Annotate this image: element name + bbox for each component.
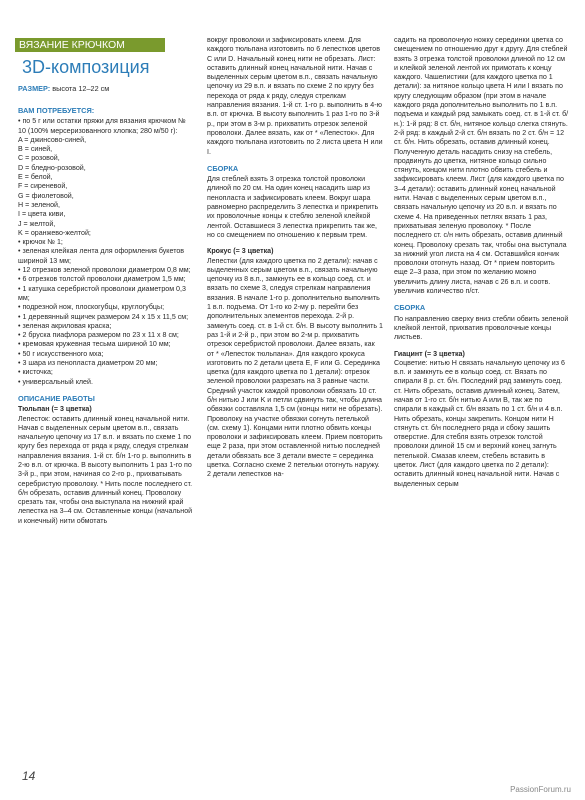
list-item: F = сиреневой, <box>18 182 68 191</box>
list-item: D = бледно-розовой, <box>18 163 86 172</box>
list-item: B = синей, <box>18 145 53 154</box>
list-item: • 12 отрезков зеленой проволоки диаметром 0,8 мм; <box>18 266 191 275</box>
list-item: • зеленая акриловая краска; <box>18 321 112 330</box>
list-item: J = желтой, <box>18 219 56 228</box>
list-item: I = цвета киви, <box>18 210 66 219</box>
hyacinth-title: Гиацинт (= 3 цветка) <box>394 349 465 358</box>
list-item: • 1 деревянный ящичек размером 24 x 15 x 11,5 см; <box>18 312 189 321</box>
work-heading: ОПИСАНИЕ РАБОТЫ <box>18 393 95 403</box>
list-item: • крючок № 1; <box>18 238 63 247</box>
list-item: • зеленая клейкая лента для оформления букетов шириной 13 мм; <box>18 247 185 265</box>
list-item: E = белой, <box>18 173 53 182</box>
list-item: • подрезной нож, плоскогубцы, круглогубцы; <box>18 303 165 312</box>
list-item: • кисточка; <box>18 368 53 377</box>
materials-list <box>18 117 194 387</box>
list-item: • 2 бруска пиафлора размером по 23 x 11 x 8 см; <box>18 331 179 340</box>
size-line <box>18 84 109 93</box>
materials-heading: ВАМ ПОТРЕБУЕТСЯ: <box>18 106 95 115</box>
list-item: • 50 г искусственного мха; <box>18 349 104 358</box>
list-item: K = оранжево-желтой; <box>18 228 91 237</box>
list-item: • кремовая кружевная тесьма шириной 10 мм; <box>18 340 171 349</box>
assembly-text: Для стеблей взять 3 отрезка толстой проволоки длиной по 20 см. На один конец насадить шар из пенопласта и зафиксировать клеем. Вокруг шара равномерно распределить 3 лепестка и прикрепить их проволочные концы к стеблю зеленой клейкой лентой. Оставшиеся 3 лепестка прикрепить так же, но со смещением по отношению к первым трем. <box>207 175 379 239</box>
assembly-text-2: По направлению сверху вниз стебли обвить зеленой клейкой лентой, прихватив проволочные концы листьев. <box>394 314 569 342</box>
list-item: • по 5 г или остатки пряжи для вязания крючком № 10 (100% мерсеризованного хлопка; 280 м/50 г): <box>18 117 186 135</box>
crocus-title: Крокус (= 3 цветка) <box>207 247 274 256</box>
hyacinth-text: Соцветие: нитью H связать начальную цепочку из 6 в.п. и замкнуть ее в кольцо соед. ст. Вязать по спирали 8 р. ст. б/н. Последний ряд замкнуть соед. ст. Нить обрезать, оставив длинный конец. Затем, начав от 1-го ст. б/н нитью A или B, так же по спирали в каждый ст. б/н вязать по 1 ст. б/н и 4 в.п. Нить обрезать, концы закрепить. Концом нити H стянуть ст. б/н последнего ряда и сбоку зашить отверстие. Для стебля взять отрезок толстой проволоки длиной 15 см и верхний конец загнуть петелькой. Смазав клеем, стебель вставить в цветок. Лист (для каждого цветка по 2 детали): оставить длинный конец начальной нити. Начав с выделенных серым <box>394 358 565 488</box>
list-item: • 3 шара из пенопласта диаметром 20 мм; <box>18 359 158 368</box>
assembly-heading-2: СБОРКА <box>394 303 426 313</box>
crocus-text: Лепестки (для каждого цветка по 2 детали): начав с выделенных серым цветом в.п., связать начальную цепочку из 8 в.п., замкнуть ее в кольцо соед. ст. и вязать по схеме 3, следуя стрелкам направления вязания. В начале 1-го р. дополнительно выполнить 1 в.п. подъема. От 1-го ко 2-му р. перейти без дополнительных элементов перехода. 2-й р. замкнуть соед. ст. в 1-й ст. б/н. В высоту выполнить 1 раз 1-й и 2-й р., при этом во 2-м р. прихватить отрезок серебристой проволоки. Далее вязать, как от * «Лепесток тюльпана». Для каждого крокуса изготовить по 2 детали цвета E, F или G. Серединка цветка (для каждого цветка по 1 детали): отрезок зеленой проволоки разрезать на 3 равные части. Средний участок каждой проволоки обвязать 10 ст. б/н нитью J или K и петли сдвинуть так, чтобы длина обвязки составляла 1,5 см (концы нити не обрезать). Проволоку на участке обвязки согнуть петелькой (см. схему 1). Концами нити плотно обвить концы проволоки и зафиксировать клеем. Прием повторить еще 2 раза, при этом оставленной нитью последней детали обвязать все 3 детали вместе = серединка цветка. Согласно схеме 2 петельки отогнуть наружу. 2 детали лепестков на- <box>207 256 383 479</box>
list-item: G = фиолетовой, <box>18 191 74 200</box>
list-item: • 1 катушка серебристой проволоки диаметром 0,3 мм; <box>18 284 186 302</box>
list-item: • универсальный клей. <box>18 377 93 386</box>
list-item: C = розовой, <box>18 154 60 163</box>
column-2 <box>207 36 383 480</box>
list-item: H = зеленой, <box>18 200 60 209</box>
size-label: РАЗМЕР: <box>18 84 51 93</box>
article-title: 3D-композиция <box>22 57 150 77</box>
tulip-petal-text: Лепесток: оставить длинный конец начальной нити. Начав с выделенных серым цветом в.п., связать начальную цепочку из 17 в.п. и вязать по схеме 1 по кругу без перехода от ряда к ряду, следуя стрелкам направления вязания. 1-й ст. б/н 1-го р. выполнить в 2-ю в.п. от крючка. В высоту выполнить 1 раз 1-го по 3-й р., при этом, начиная со 2-го р., прихватывать серебристую проволоку. * Нить после последнего ст. б/н обрезать, оставив длинный конец. Проволоку срезать так, чтобы она выступала на нижний край лепестка на 3–4 см. Оставленные концы (начальной и конечный) нити обмотать <box>18 414 193 525</box>
column-1 <box>18 106 194 526</box>
section-banner: ВЯЗАНИЕ КРЮЧКОМ <box>15 38 165 52</box>
tulip-continued-text: вокруг проволоки и зафиксировать клеем. Для каждого тюльпана изготовить по 6 лепестков цветов C или D. Начальный конец нити не обрезать. Лист: оставить длинный конец начальной нити. Начав с выделенных серым цветом в.п., связать начальную цепочку из 29 в.п. и вязать по схеме 2 по кругу без перехода от ряда к ряду, следуя стрелкам направления вязания. 1-й ст. 1-го р. выполнить в 4-ю в.п. от крючка. В высоту выполнить 1 раз 1-го по 3-й р., при этом в 3-м р. прихватить отрезок зеленой проволоки. Далее вязать, как от * «Лепесток». Для каждого тюльпана изготовить по 2 листа цвета H или I. <box>207 36 383 156</box>
page-number: 14 <box>22 769 36 783</box>
column-3 <box>394 36 570 489</box>
assembly-heading: СБОРКА <box>207 163 239 173</box>
size-value: высота 12–22 см <box>52 84 110 93</box>
list-item: • 6 отрезков толстой проволоки диаметром 1,5 мм; <box>18 275 186 284</box>
crocus-continued-text: садить на проволочную ножку серединки цветка со смещением по отношению друг к другу. Для стеблей взять 3 отрезка толстой проволоки длиной по 12 см и клейкой зеленой лентой их примотать к концу каждого. Чашелистики (для каждого цветка по 1 детали): за нитяное кольцо цвета H или I вязать по кругу следующим образом (при этом в начале каждого ряда дополнительно выполнить по 1 в.п. подъема и каждый ряд замыкать соед. ст. в 1-й ст. б/н.): 1-й ряд: 8 ст. б/н, нитяное кольцо слегка стянуть. 2-й ряд: в каждый 2-й ст. б/н вязать по 2 ст. б/н = 12 ст. б/н. Нить обрезать, оставив длинный конец. Полученную деталь насадить снизу на стебель, продвинуть до цветка, нитяное кольцо сильно стянуть, концом нити плотно обвить стебель и зафиксировать клеем. Лист (для каждого цветка по 3–4 детали): оставить длинный конец начальной нити. Начав с выделенных серым цветом в.п., связать начальную цепочку из 20 в.п. и вязать по схеме 4. На приведенных петлях вязать 1 раз, прихватывая зеленую проволоку. * После последнего ст. с/н нить обрезать, оставив длинный конец. Проволоку срезать так, чтобы она выступала за нижний угол листа на 4 см. Оставшийся кончик проволоки отогнуть назад. От * прием повторить еще 2–3 раза, при этом по желанию можно увеличить длину листа, начав с 26 в.п. и соотв. увеличив количество п/ст. <box>394 36 569 296</box>
watermark: PassionForum.ru <box>510 784 571 794</box>
tulip-title: Тюльпан (= 3 цветка) <box>18 405 92 414</box>
list-item: A = джинсово-синей, <box>18 135 87 144</box>
